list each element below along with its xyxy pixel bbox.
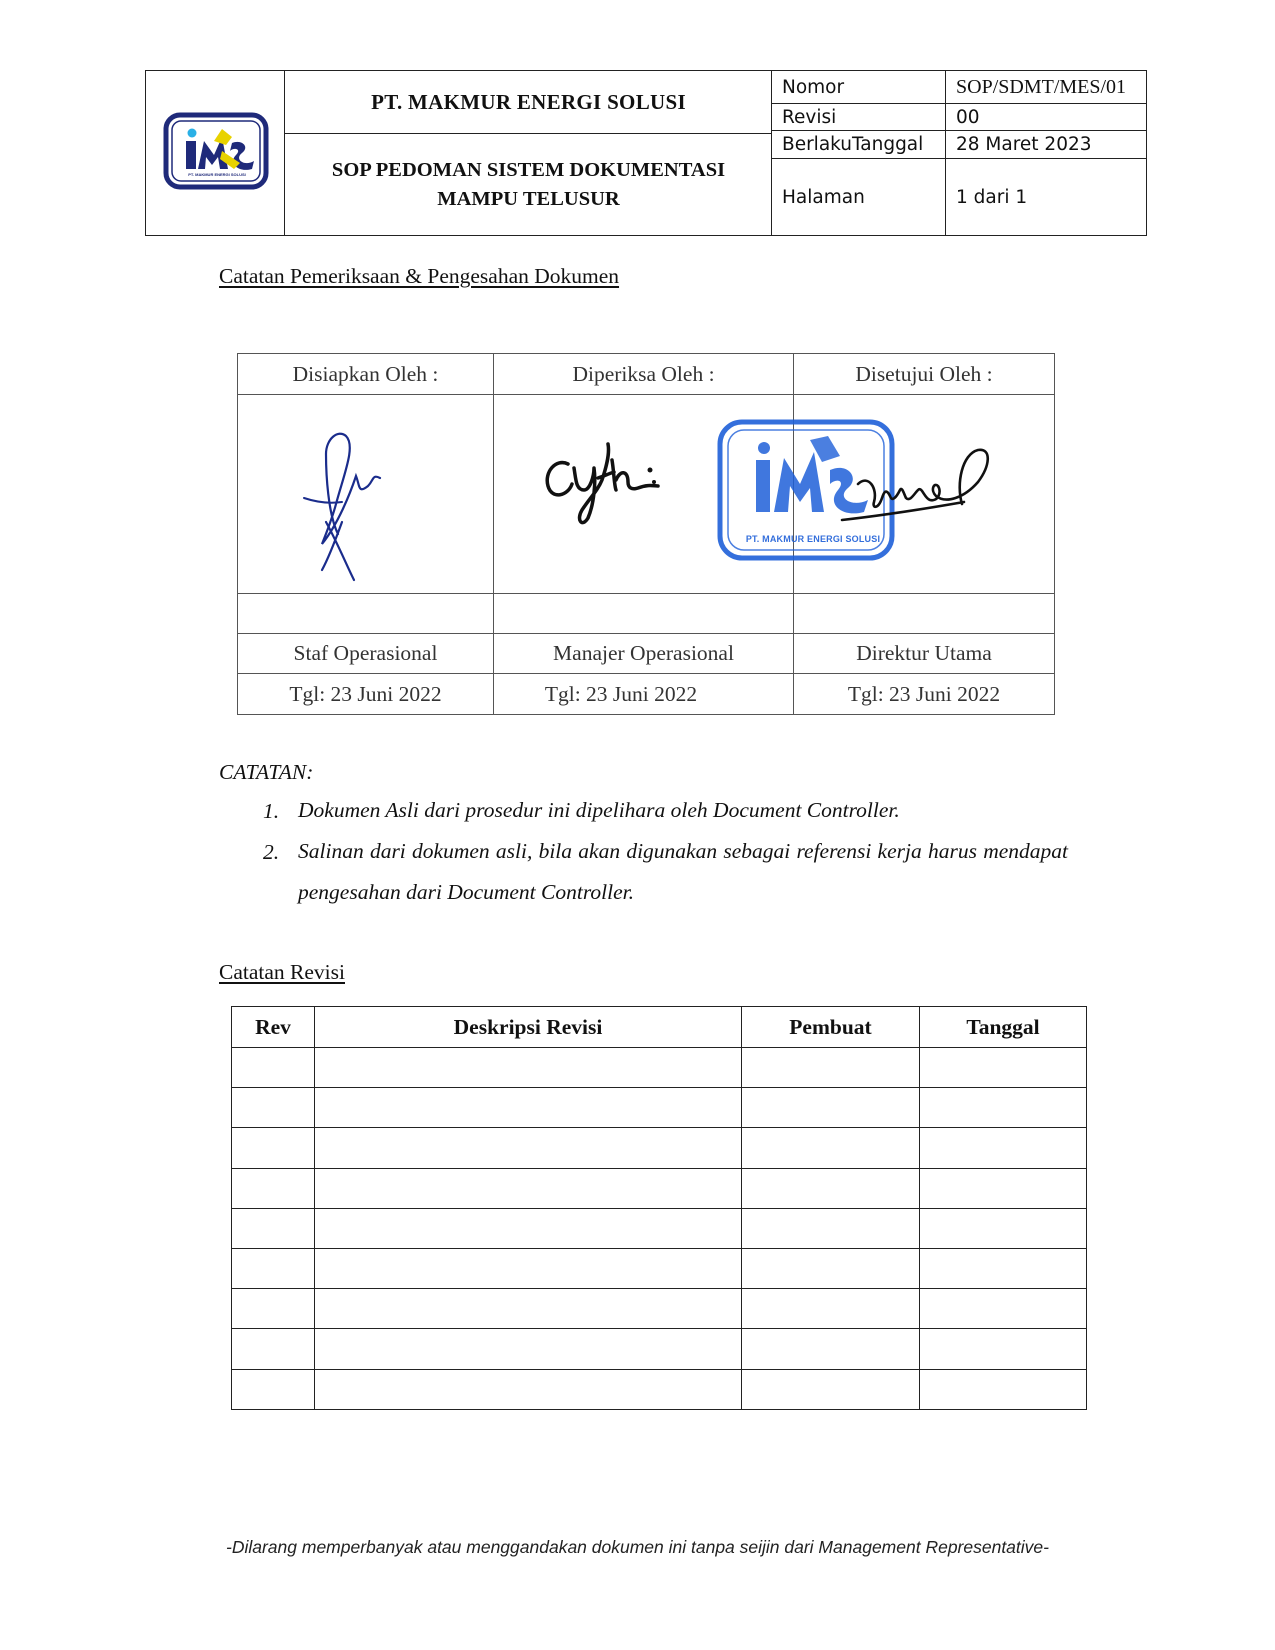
table-cell	[742, 1289, 920, 1329]
meta-value-revisi: 00	[956, 106, 980, 128]
approval-heading-prepared: Disiapkan Oleh :	[292, 361, 439, 386]
sop-title: SOP PEDOMAN SISTEM DOKUMENTASI MAMPU TELUSUR	[331, 159, 726, 210]
approval-section-title: Catatan Pemeriksaan & Pengesahan Dokumen	[219, 264, 620, 288]
table-row	[232, 1088, 1087, 1128]
approval-heading-checked: Diperiksa Oleh :	[572, 361, 715, 386]
table-cell	[232, 1208, 315, 1248]
table-cell	[315, 1128, 742, 1168]
table-cell	[315, 1088, 742, 1128]
table-cell	[920, 1329, 1087, 1369]
table-cell	[742, 1208, 920, 1248]
note-item: Salinan dari dokumen asli, bila akan digunakan sebagai referensi kerja harus mendapat pengesahan dari Document Controller.	[298, 839, 1068, 904]
revision-col-author: Pembuat	[742, 1007, 920, 1048]
company-name: PT. MAKMUR ENERGI SOLUSI	[371, 89, 686, 114]
note-item: Dokumen Asli dari prosedur ini dipelihara oleh Document Controller.	[298, 798, 900, 822]
revision-table-body	[232, 1048, 1087, 1410]
table-cell	[315, 1248, 742, 1288]
approval-date-prepared: Tgl: 23 Juni 2022	[289, 681, 442, 706]
meta-label-tanggal: BerlakuTanggal	[782, 134, 924, 155]
approval-role-prepared: Staf Operasional	[293, 641, 438, 665]
revision-col-description: Deskripsi Revisi	[315, 1007, 742, 1048]
revision-table	[231, 1006, 1087, 1410]
table-cell	[315, 1048, 742, 1088]
table-cell	[232, 1128, 315, 1168]
table-cell	[315, 1168, 742, 1208]
table-cell	[232, 1248, 315, 1288]
table-row	[232, 1329, 1087, 1369]
stamp-caption: PT. MAKMUR ENERGI SOLUSI	[745, 534, 881, 544]
approval-date-checked: Tgl: 23 Juni 2022	[544, 681, 698, 706]
table-cell	[315, 1369, 742, 1409]
table-cell	[232, 1048, 315, 1088]
table-cell	[920, 1088, 1087, 1128]
document-header	[145, 70, 1147, 236]
company-logo	[162, 111, 270, 191]
table-cell	[315, 1208, 742, 1248]
note-number: 2.	[263, 840, 280, 864]
table-cell	[232, 1289, 315, 1329]
revision-col-rev: Rev	[232, 1007, 315, 1048]
table-row	[232, 1128, 1087, 1168]
table-cell	[742, 1248, 920, 1288]
approval-role-approved: Direktur Utama	[856, 641, 992, 665]
table-cell	[742, 1168, 920, 1208]
revision-section-title: Catatan Revisi	[219, 960, 345, 984]
table-row	[232, 1208, 1087, 1248]
revision-header-row	[232, 1007, 1087, 1048]
table-cell	[920, 1048, 1087, 1088]
table-row	[232, 1168, 1087, 1208]
notes-heading: CATATAN:	[219, 760, 314, 784]
approval-table	[237, 353, 1055, 715]
table-cell	[920, 1248, 1087, 1288]
meta-label-halaman: Halaman	[782, 186, 865, 208]
meta-value-nomor: SOP/SDMT/MES/01	[956, 75, 1127, 98]
table-cell	[742, 1369, 920, 1409]
signature-approved	[838, 444, 1018, 544]
revision-col-date: Tanggal	[920, 1007, 1087, 1048]
table-row	[232, 1289, 1087, 1329]
note-number: 1.	[263, 799, 280, 823]
meta-value-tanggal: 28 Maret 2023	[956, 134, 1092, 155]
signature-prepared	[298, 394, 438, 593]
table-row	[232, 1369, 1087, 1409]
table-cell	[232, 1369, 315, 1409]
table-cell	[920, 1369, 1087, 1409]
table-cell	[315, 1289, 742, 1329]
meta-value-halaman: 1 dari 1	[956, 186, 1028, 208]
approval-date-approved: Tgl: 23 Juni 2022	[847, 681, 1001, 706]
table-cell	[742, 1048, 920, 1088]
table-cell	[742, 1088, 920, 1128]
table-cell	[742, 1128, 920, 1168]
table-cell	[742, 1329, 920, 1369]
table-cell	[232, 1168, 315, 1208]
table-cell	[232, 1088, 315, 1128]
meta-label-revisi: Revisi	[782, 106, 837, 128]
table-cell	[315, 1329, 742, 1369]
signature-checked	[538, 424, 678, 534]
table-row	[232, 1048, 1087, 1088]
footer-disclaimer: -Dilarang memperbanyak atau menggandakan dokumen ini tanpa seijin dari Management Representative-	[226, 1537, 1049, 1557]
table-cell	[920, 1128, 1087, 1168]
meta-label-nomor: Nomor	[782, 76, 845, 98]
approval-role-checked: Manajer Operasional	[553, 641, 734, 665]
approval-heading-approved: Disetujui Oleh :	[855, 361, 993, 386]
table-cell	[920, 1289, 1087, 1329]
table-cell	[920, 1208, 1087, 1248]
logo-caption: PT. MAKMUR ENERGI SOLUSI	[188, 172, 246, 177]
table-row	[232, 1248, 1087, 1288]
table-cell	[232, 1329, 315, 1369]
table-cell	[920, 1168, 1087, 1208]
